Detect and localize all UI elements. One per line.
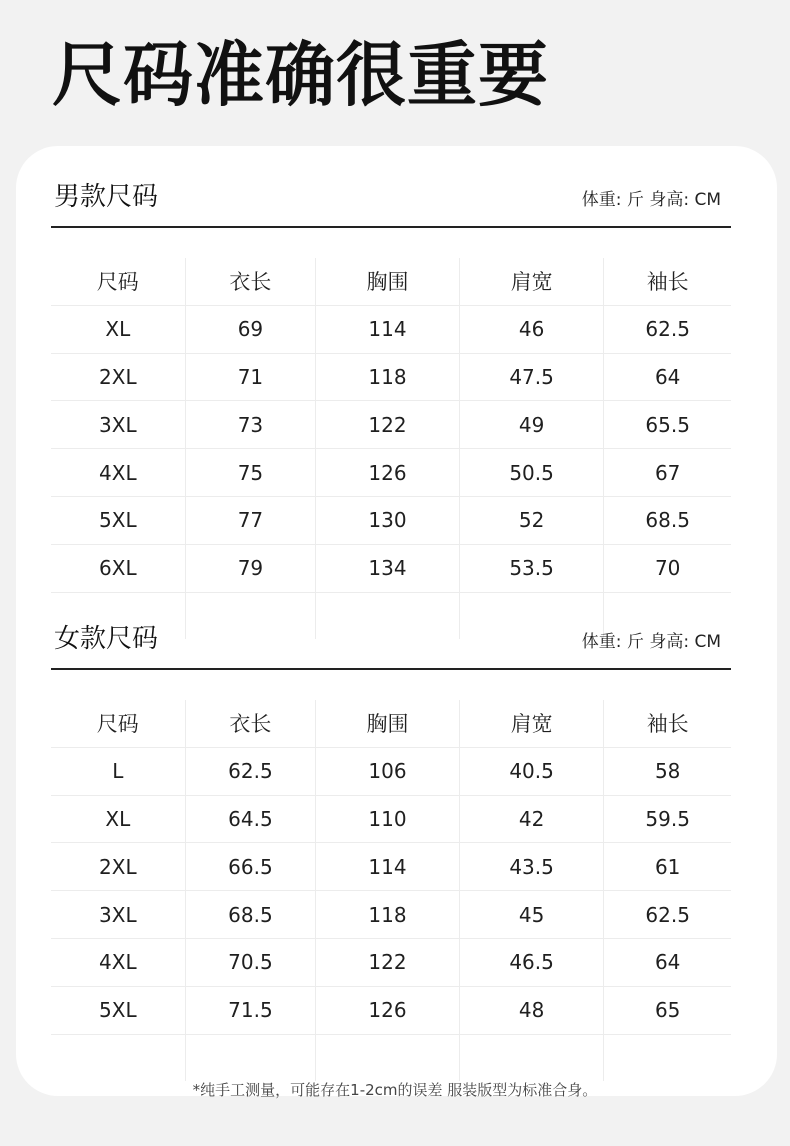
men-size-section — [51, 146, 731, 639]
cell-sleeve: 68.5 — [603, 497, 731, 544]
cell-sleeve: 64 — [603, 354, 731, 401]
cell-sleeve: 64 — [603, 939, 731, 986]
header-cell-chest: 胸围 — [315, 700, 459, 747]
cell-sleeve: 65 — [603, 987, 731, 1034]
cell-chest: 114 — [315, 843, 459, 890]
header-cell-size: 尺码 — [96, 270, 139, 295]
cell-shoulder: 42 — [459, 796, 604, 843]
cell-length: 79 — [185, 545, 316, 592]
page-title: 尺码准确很重要 — [52, 34, 549, 116]
cell-shoulder: 46.5 — [459, 939, 604, 986]
table-row — [51, 891, 731, 939]
women-size-table — [51, 700, 731, 1081]
cell-shoulder: 46 — [459, 306, 604, 353]
women-section-title: 女款尺码 — [54, 624, 159, 654]
cell-sleeve: 62.5 — [603, 306, 731, 353]
cell-chest: 122 — [315, 939, 459, 986]
table-row — [51, 987, 731, 1035]
cell-chest: 134 — [315, 545, 459, 592]
cell-shoulder: 45 — [459, 891, 604, 938]
cell-size: XL — [105, 317, 131, 342]
cell-length: 69 — [185, 306, 316, 353]
cell-sleeve: 62.5 — [603, 891, 731, 938]
header-cell-sleeve: 袖长 — [603, 258, 731, 305]
cell-chest: 118 — [315, 354, 459, 401]
cell-shoulder: 40.5 — [459, 748, 604, 795]
cell-chest: 114 — [315, 306, 459, 353]
cell-length: 68.5 — [185, 891, 316, 938]
table-row — [51, 306, 731, 354]
cell-chest: 126 — [315, 449, 459, 496]
cell-shoulder: 49 — [459, 401, 604, 448]
cell-size: 6XL — [99, 556, 137, 581]
table-row — [51, 545, 731, 593]
header-cell-size: 尺码 — [96, 712, 139, 737]
cell-chest: 122 — [315, 401, 459, 448]
men-section-header — [51, 146, 731, 228]
cell-sleeve: 61 — [603, 843, 731, 890]
cell-length: 70.5 — [185, 939, 316, 986]
header-cell-length: 衣长 — [185, 258, 316, 305]
cell-length: 75 — [185, 449, 316, 496]
table-row — [51, 748, 731, 796]
men-unit-note: 体重: 斤 身高: CM — [581, 190, 721, 210]
cell-size: 3XL — [99, 902, 137, 927]
header-cell-length: 衣长 — [185, 700, 316, 747]
cell-shoulder: 53.5 — [459, 545, 604, 592]
cell-sleeve: 70 — [603, 545, 731, 592]
cell-shoulder: 48 — [459, 987, 604, 1034]
women-section-header — [51, 588, 731, 670]
cell-length: 71 — [185, 354, 316, 401]
table-row — [51, 843, 731, 891]
cell-chest: 110 — [315, 796, 459, 843]
cell-chest: 106 — [315, 748, 459, 795]
cell-shoulder: 52 — [459, 497, 604, 544]
men-size-table — [51, 258, 731, 639]
header-cell-sleeve: 袖长 — [603, 700, 731, 747]
table-spacer-row — [51, 1035, 731, 1082]
cell-sleeve: 58 — [603, 748, 731, 795]
cell-shoulder: 43.5 — [459, 843, 604, 890]
table-row — [51, 401, 731, 449]
cell-size: 2XL — [99, 854, 137, 879]
table-header-row — [51, 258, 731, 306]
cell-size: 5XL — [99, 998, 137, 1023]
cell-length: 64.5 — [185, 796, 316, 843]
cell-length: 71.5 — [185, 987, 316, 1034]
table-header-row — [51, 700, 731, 748]
cell-sleeve: 59.5 — [603, 796, 731, 843]
cell-size: XL — [105, 806, 131, 831]
cell-size: 5XL — [99, 508, 137, 533]
cell-size: 2XL — [99, 364, 137, 389]
cell-length: 62.5 — [185, 748, 316, 795]
header-cell-chest: 胸围 — [315, 258, 459, 305]
header-cell-shoulder: 肩宽 — [459, 700, 604, 747]
cell-length: 73 — [185, 401, 316, 448]
table-row — [51, 449, 731, 497]
measurement-footnote: *纯手工测量，可能存在1-2cm的误差 服装版型为标准合身。 — [192, 1081, 598, 1099]
table-row — [51, 354, 731, 402]
table-row — [51, 497, 731, 545]
cell-chest: 130 — [315, 497, 459, 544]
cell-shoulder: 50.5 — [459, 449, 604, 496]
cell-size: 3XL — [99, 412, 137, 437]
cell-size: 4XL — [99, 460, 137, 485]
cell-chest: 126 — [315, 987, 459, 1034]
header-cell-shoulder: 肩宽 — [459, 258, 604, 305]
cell-chest: 118 — [315, 891, 459, 938]
men-section-title: 男款尺码 — [54, 182, 159, 212]
women-size-section — [51, 588, 731, 1081]
cell-size: 4XL — [99, 950, 137, 975]
table-row — [51, 796, 731, 844]
women-unit-note: 体重: 斤 身高: CM — [581, 632, 721, 652]
cell-sleeve: 65.5 — [603, 401, 731, 448]
cell-length: 77 — [185, 497, 316, 544]
table-row — [51, 939, 731, 987]
cell-length: 66.5 — [185, 843, 316, 890]
cell-sleeve: 67 — [603, 449, 731, 496]
cell-size: L — [112, 759, 124, 784]
cell-shoulder: 47.5 — [459, 354, 604, 401]
